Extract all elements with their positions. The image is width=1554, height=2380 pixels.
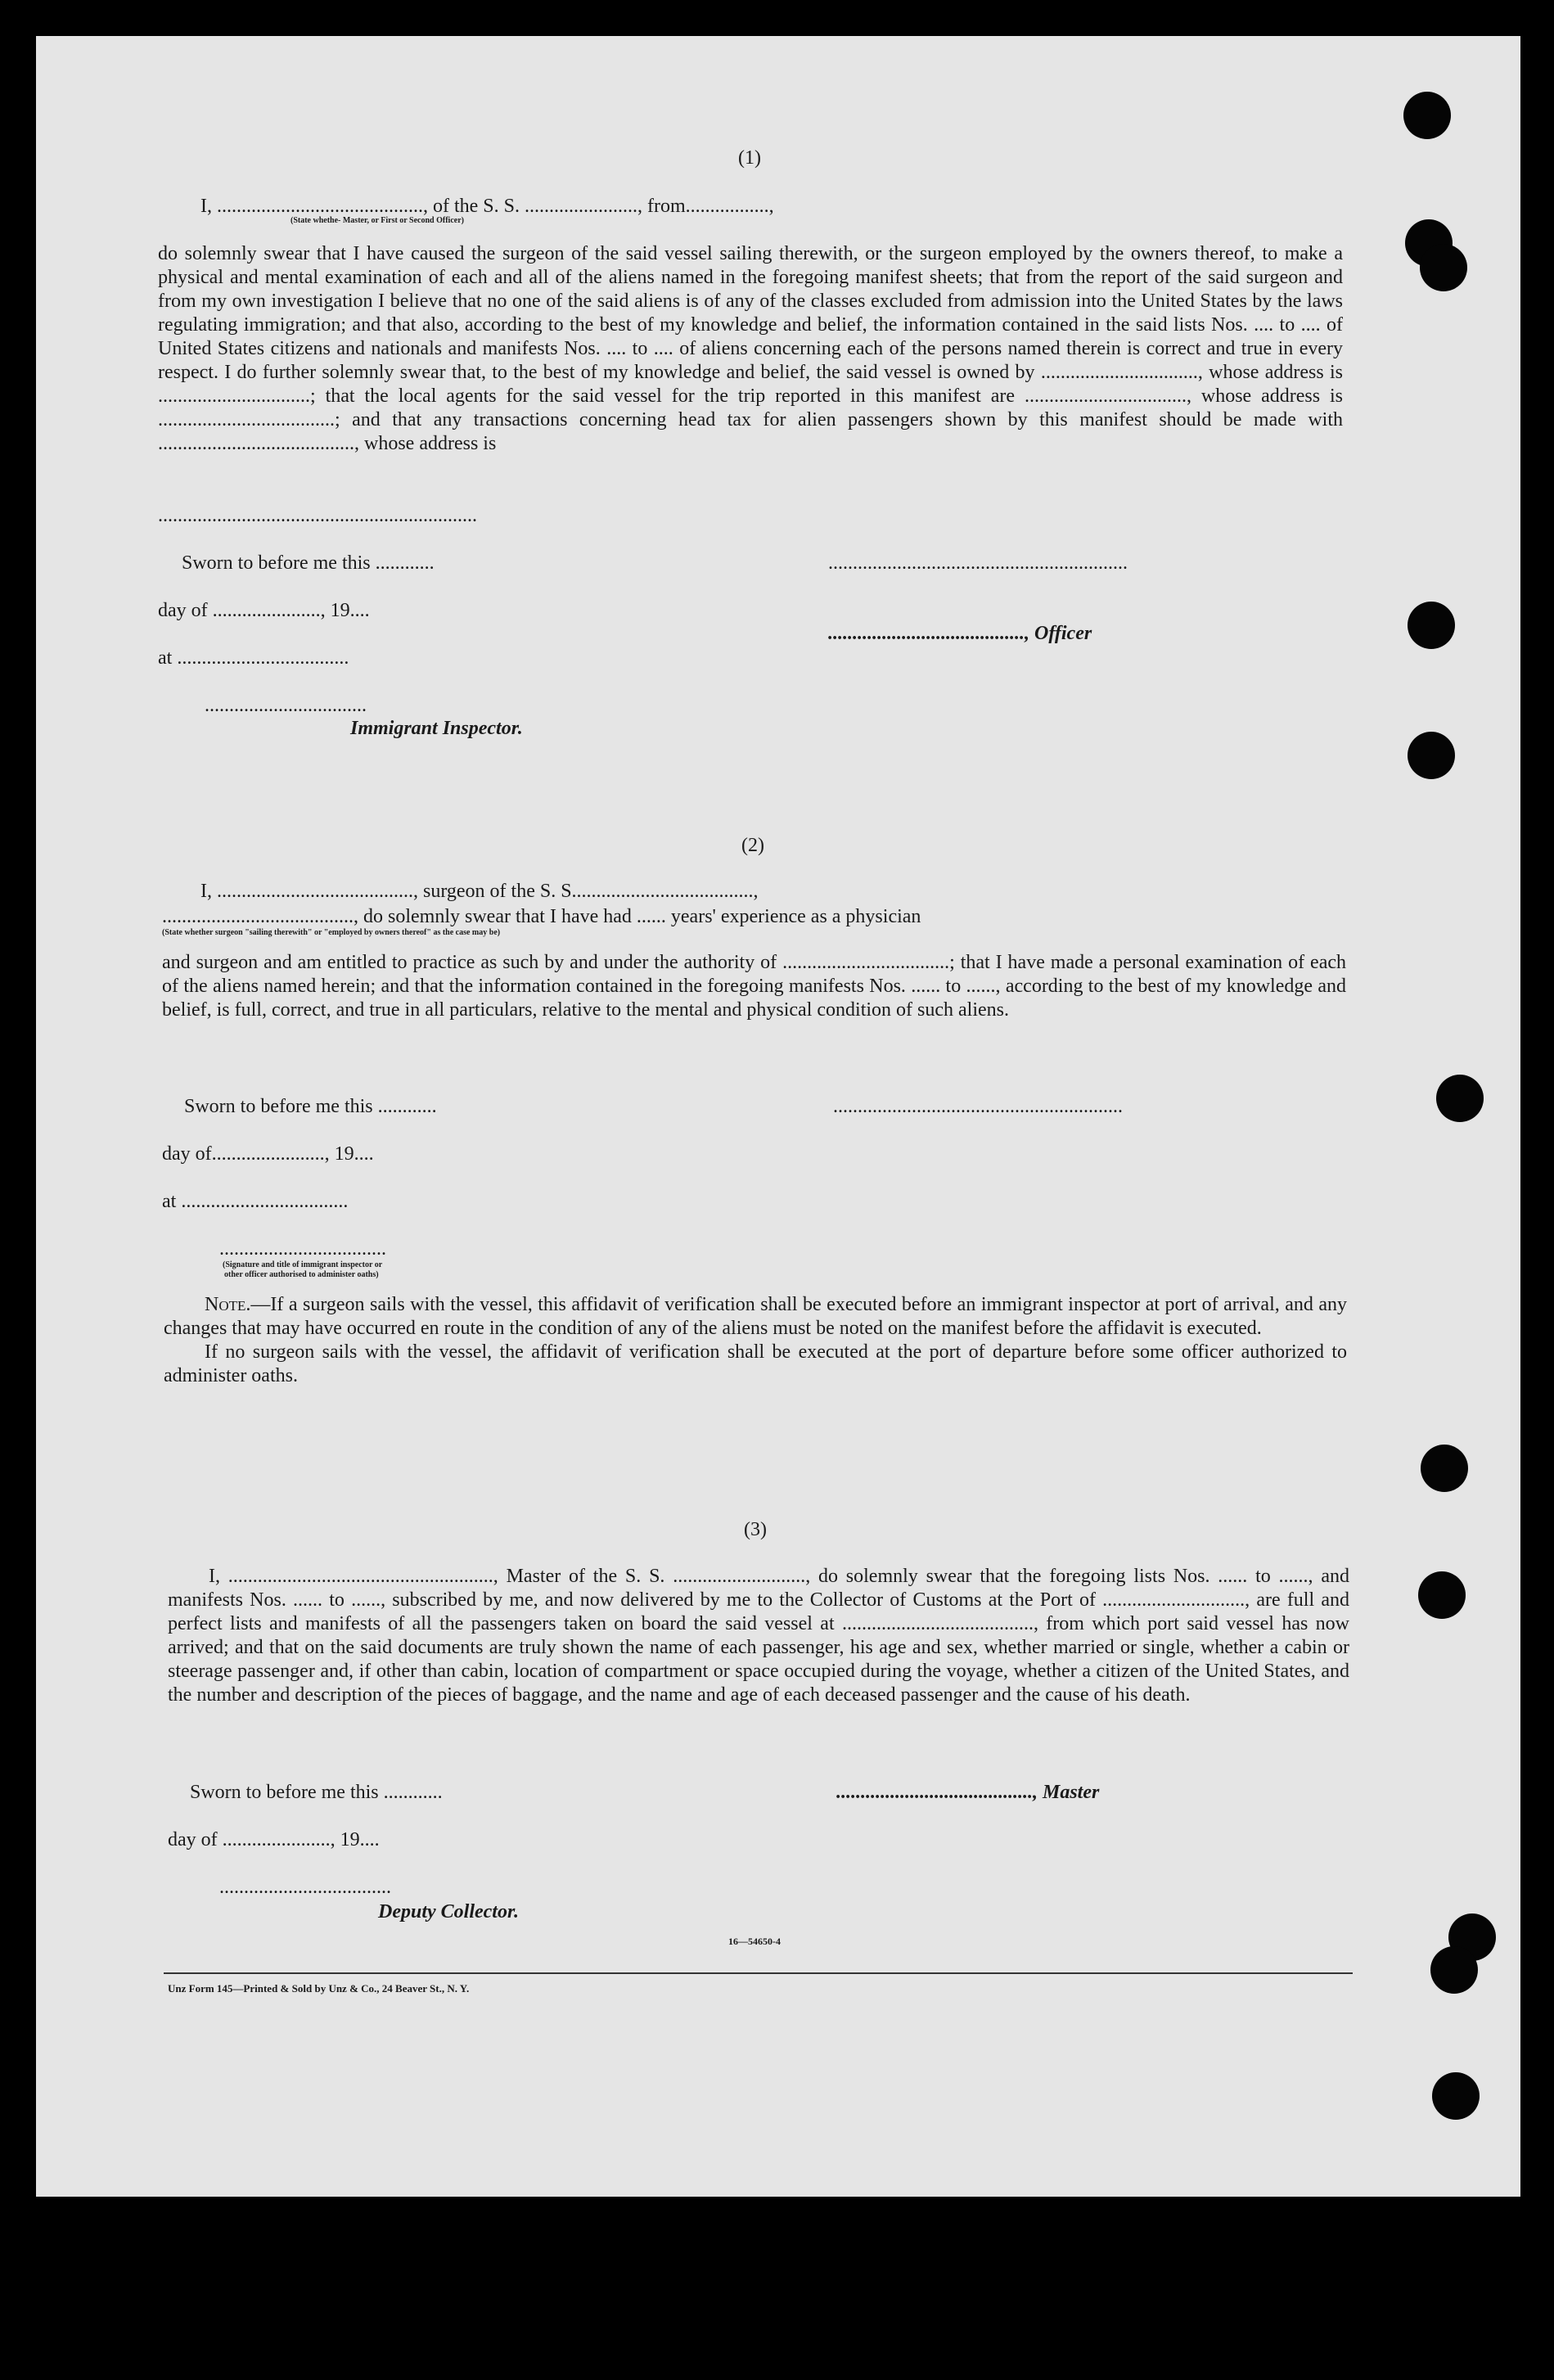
section-1-caption: (State whethe- Master, or First or Second Officer) bbox=[291, 216, 464, 225]
section-2-caption: (State whether surgeon "sailing therewith" or "employed by owners thereof" as the case may be) bbox=[162, 928, 501, 937]
section-2-day: day of......................., 19.... bbox=[162, 1143, 374, 1165]
punch-hole-5 bbox=[1408, 732, 1455, 779]
section-1-opening-line: I, .........................................., of the S. S. ......................., from................., bbox=[200, 196, 774, 217]
note-1-text: —If a surgeon sails with the vessel, this affidavit of verification shall be executed before an immigrant inspector at port of arrival, and any changes that may have occurred en route in the condition of any of the aliens must be noted on the manifest before the affidavit is executed. bbox=[164, 1294, 1347, 1339]
section-2-paragraph bbox=[162, 951, 1346, 1022]
punch-hole-8 bbox=[1418, 1571, 1466, 1619]
section-3-number: (3) bbox=[744, 1519, 767, 1540]
punch-hole-4 bbox=[1408, 602, 1455, 649]
section-2-signature-line: ........................................................... bbox=[833, 1096, 1123, 1117]
footer-rule bbox=[164, 1972, 1353, 1974]
section-3-day: day of ......................, 19.... bbox=[168, 1829, 380, 1850]
footer-imprint: Unz Form 145—Printed & Sold by Unz & Co., 24 Beaver St., N. Y. bbox=[168, 1982, 470, 1995]
section-2-number: (2) bbox=[741, 835, 764, 856]
punch-hole-7 bbox=[1421, 1445, 1468, 1492]
note-label: Note. bbox=[205, 1294, 251, 1315]
section-2-note-1 bbox=[164, 1293, 1347, 1341]
section-2-caption-2a: (Signature and title of immigrant inspector or bbox=[223, 1260, 383, 1269]
section-1-paragraph-continuation: ................................................................. bbox=[158, 505, 477, 526]
section-3-master bbox=[836, 1781, 1099, 1804]
section-1-inspector-line: ................................. bbox=[205, 695, 367, 716]
section-2-caption-2b: other officer authorised to administer oaths) bbox=[224, 1270, 379, 1279]
section-1-number: (1) bbox=[738, 147, 761, 169]
section-2-sworn: Sworn to before me this ............ bbox=[184, 1096, 437, 1117]
section-2-paragraph-text: and surgeon and am entitled to practice as such by and under the authority of ..................................; that I have made a personal examination of each of the aliens named herein; and that the information contained in the foregoing manifests Nos. ...... to ......, according to the best of my knowledge and belief, is full, correct, and true in all particulars, relative to the mental and physical condition of such aliens. bbox=[162, 952, 1346, 1021]
section-1-paragraph bbox=[158, 242, 1343, 456]
section-1-paragraph-text: do solemnly swear that I have caused the surgeon of the said vessel sailing therewith, or the surgeon employed by the owners thereof, to make a physical and mental examination of each and all of the aliens named in the foregoing manifest sheets; that from the report of the said surgeon and from my own investigation I believe that no one of the said aliens is of any of the classes excluded from admission into the United States by the laws regulating immigration; and that also, according to the best of my knowledge and belief, the information contained in the said lists Nos. .... to .... of United States citizens and nationals and manifests Nos. .... to .... of aliens concerning each of the persons named therein is correct and true in every respect. I do further solemnly swear that, to the best of my knowledge and belief, the said vessel is owned by ................................, whose address is ...............................; that the local agents for the said vessel for the trip reported in this manifest are ................................., whose address is ....................................; and that any transactions concerning head tax for alien passengers shown by this manifest should be made with ........................................, whose address is bbox=[158, 243, 1343, 454]
section-3-paragraph bbox=[168, 1565, 1349, 1707]
section-2-at: at .................................. bbox=[162, 1191, 349, 1212]
punch-hole-11 bbox=[1432, 2072, 1480, 2120]
section-1-signature-line: ............................................................. bbox=[828, 552, 1128, 574]
punch-hole-6 bbox=[1436, 1075, 1484, 1122]
section-1-day: day of ......................, 19.... bbox=[158, 600, 370, 621]
section-1-sworn: Sworn to before me this ............ bbox=[182, 552, 435, 574]
section-1-inspector: Immigrant Inspector. bbox=[350, 718, 523, 739]
section-2-inspector-line: .................................. bbox=[219, 1238, 386, 1260]
punch-hole-10 bbox=[1430, 1946, 1478, 1994]
section-2-opening-line: I, ........................................, surgeon of the S. S....................................., bbox=[200, 881, 759, 902]
section-3-master-text: ........................................, Master bbox=[836, 1782, 1100, 1803]
section-1-officer-text: ........................................, Officer bbox=[828, 623, 1092, 644]
section-1-officer bbox=[828, 622, 1092, 645]
section-3-collector-line: ................................... bbox=[219, 1877, 391, 1898]
punch-hole-3 bbox=[1420, 244, 1467, 291]
section-2-second-line: ......................................., do solemnly swear that I have had ...... years' experience as a physician bbox=[162, 906, 921, 927]
section-3-collector: Deputy Collector. bbox=[378, 1901, 519, 1922]
section-2-note-2: If no surgeon sails with the vessel, the affidavit of verification shall be executed at the port of departure before some officer authorized to administer oaths. bbox=[164, 1341, 1347, 1386]
section-3-sworn: Sworn to before me this ............ bbox=[190, 1782, 443, 1803]
section-3-paragraph-text: I, ......................................................, Master of the S. S. ..........................., do solemnly swear that the foregoing lists Nos. ...... to ......, and manifests Nos. ...... to ......, subscribed by me, and now delivered by me to the Collector of Customs at the Port of ............................., are full and perfect lists and manifests of all the passengers taken on board the said vessel at ......................................., from which port said vessel has now arrived; and that on the said documents are truly shown the name of each passenger, his age and sex, whether married or single, whether a cabin or steerage passenger and, if other than cabin, location of compartment or space occupied during the voyage, whether a citizen of the United States, and the number and description of the pieces of baggage, and the name and age of each deceased passenger and the cause of his death. bbox=[168, 1566, 1349, 1706]
form-code: 16—54650-4 bbox=[728, 1936, 781, 1947]
section-1-at: at ................................... bbox=[158, 647, 349, 669]
punch-hole-1 bbox=[1403, 92, 1451, 139]
section-2-note bbox=[164, 1293, 1347, 1388]
